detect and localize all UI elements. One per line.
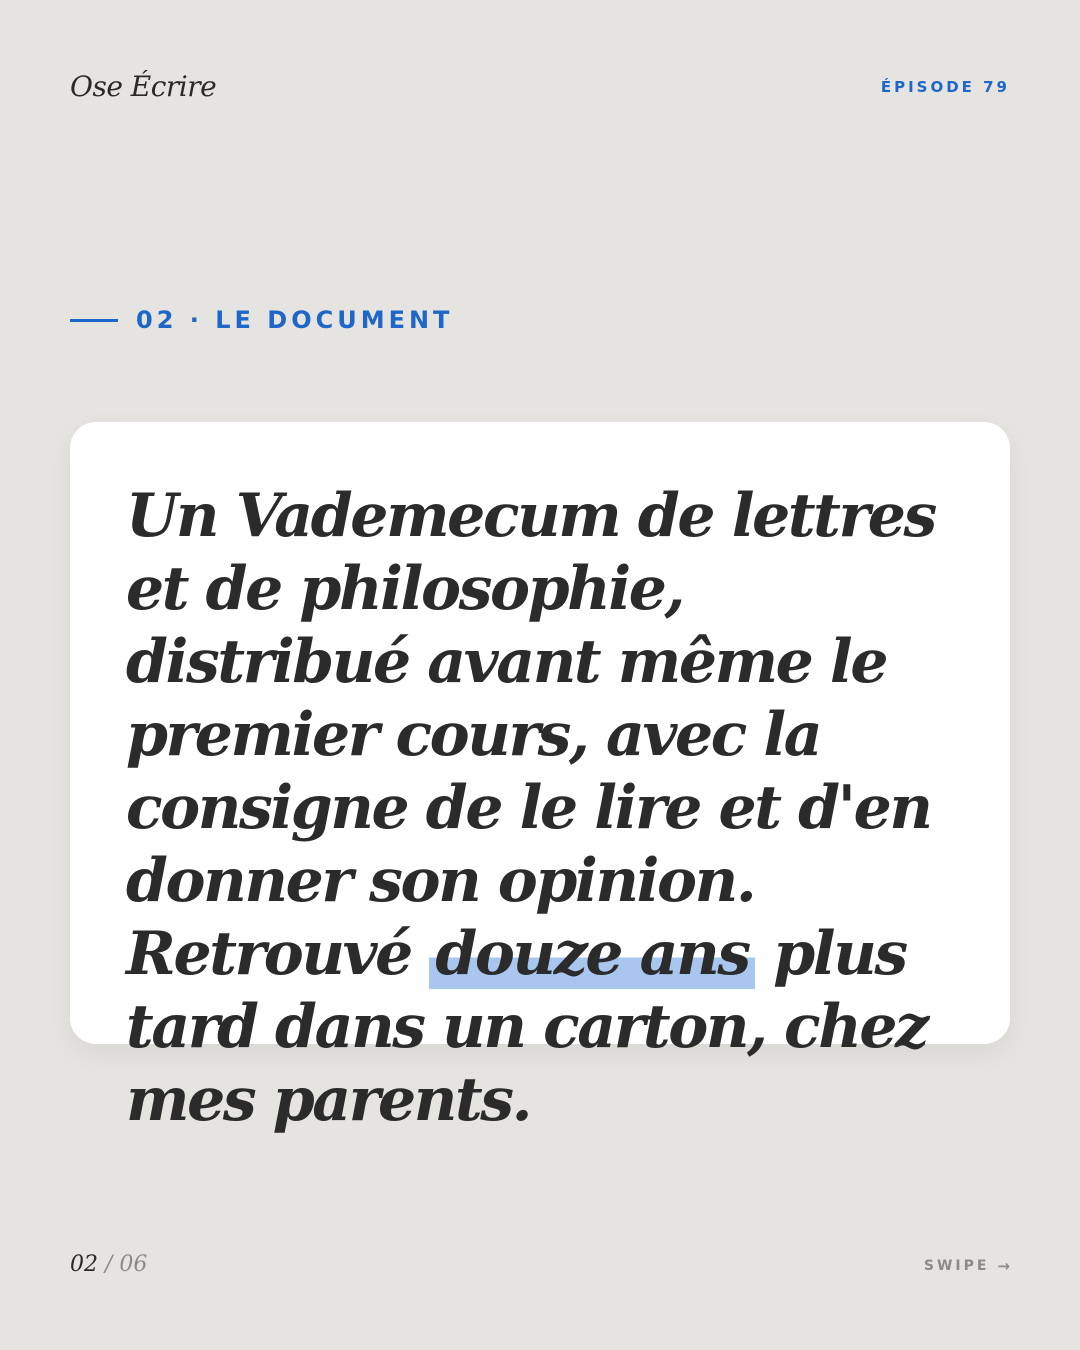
- section-divider-line: [70, 319, 118, 322]
- page-current: 02: [70, 1252, 98, 1277]
- quote-highlight: douze ans: [429, 919, 754, 989]
- swipe-hint[interactable]: [924, 1257, 1010, 1275]
- section-label: 02 · LE DOCUMENT: [136, 306, 454, 334]
- quote-text: [126, 480, 976, 1137]
- page-separator: /: [105, 1252, 113, 1277]
- episode-label: ÉPISODE 79: [880, 78, 1010, 96]
- brand-logo: Ose Écrire: [70, 70, 217, 103]
- quote-card: [70, 422, 1010, 1135]
- quote-text-before: Un Vademecum de lettres et de philosophie, distribué avant même le premier cours, avec la consigne de le lire et d'en donner son opinion. Retrouvé: [126, 481, 935, 989]
- swipe-label: SWIPE: [923, 1258, 990, 1274]
- page-indicator: [70, 1252, 147, 1277]
- arrow-right-icon: →: [997, 1257, 1010, 1275]
- section-heading: [70, 306, 453, 334]
- quote-text-after: plus tard dans un carton, chez mes parents.: [126, 919, 927, 1135]
- page-total: 06: [119, 1252, 148, 1277]
